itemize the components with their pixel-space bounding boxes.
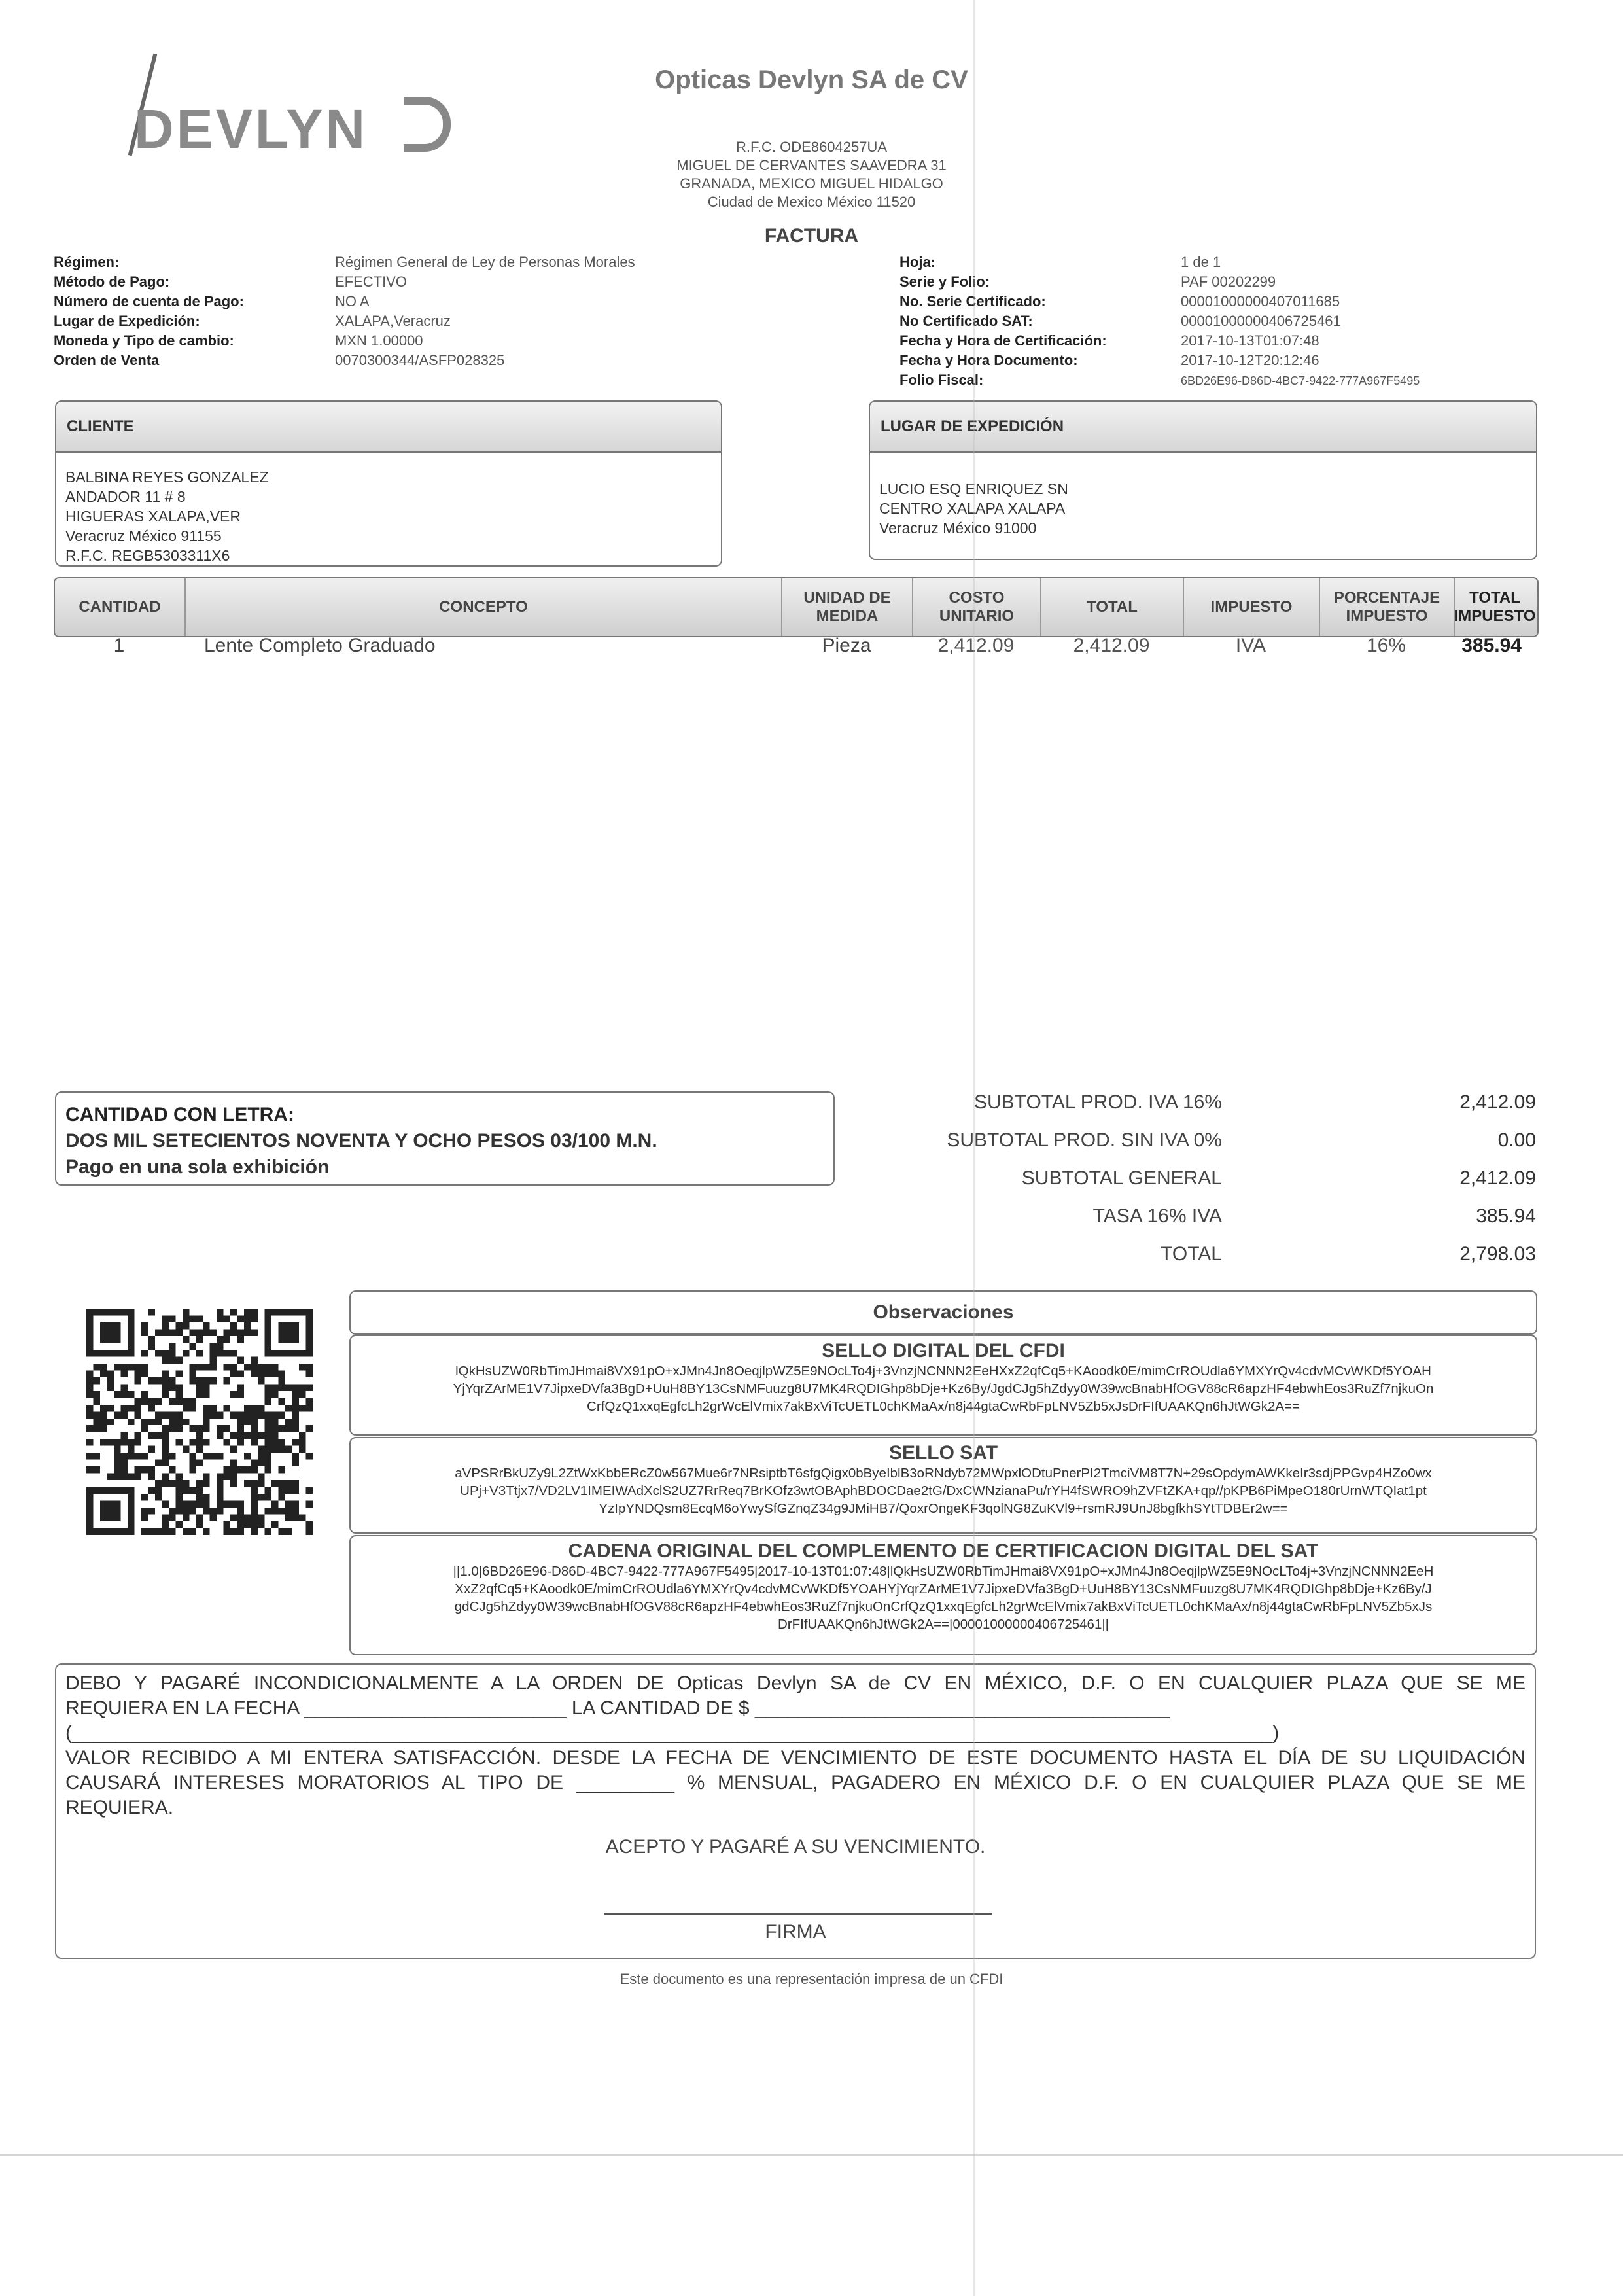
observaciones-title: Observaciones: [873, 1301, 1014, 1323]
sello-cfdi-title: SELLO DIGITAL DEL CFDI: [822, 1340, 1065, 1362]
info-value: 00001000000406725461: [1181, 313, 1341, 329]
lugar-expedicion-box: [869, 400, 1537, 560]
cell-porcentaje: 16%: [1366, 635, 1406, 656]
cadena-original-title: CADENA ORIGINAL DEL COMPLEMENTO DE CERTIFICACION DIGITAL DEL SAT: [568, 1540, 1319, 1562]
cell-impuesto: IVA: [1235, 635, 1266, 656]
info-value: PAF 00202299: [1181, 274, 1276, 290]
issuer-address-line: GRANADA, MEXICO MIGUEL HIDALGO: [680, 175, 943, 192]
info-label: Método de Pago:: [54, 274, 170, 290]
cell-total: 2,412.09: [1073, 635, 1150, 656]
pagare-box: [55, 1663, 1536, 1959]
sello-cfdi-line: CrfQzQ1xxqEgfcLh2grWcElVmix7akBxViTcUETL0chKMaAx/n8j44gtaCwRbFpLNV5Zb5xJsDrFIfUAAKQn6hJtWGk2A==: [587, 1399, 1300, 1414]
cfdi-footnote: Este documento es una representación impresa de un CFDI: [620, 1971, 1003, 1987]
info-label: Lugar de Expedición:: [54, 313, 200, 329]
issuer-rfc: R.F.C. ODE8604257UA: [735, 139, 888, 155]
pagare-text-line: REQUIERA EN LA FECHA ________________________ LA CANTIDAD DE $ ______________________________________: [65, 1697, 1170, 1719]
total-label: SUBTOTAL PROD. SIN IVA 0%: [947, 1129, 1222, 1151]
lugar-expedicion-line: CENTRO XALAPA XALAPA: [879, 500, 1066, 517]
payment-method-text: Pago en una sola exhibición: [65, 1156, 330, 1178]
info-label: Hoja:: [899, 254, 935, 270]
observaciones-box: [349, 1290, 1537, 1335]
scan-edge-line: [0, 2154, 1623, 2156]
lugar-expedicion-line: Veracruz México 91000: [879, 520, 1037, 537]
total-value: 2,412.09: [1459, 1091, 1536, 1113]
total-value: 2,798.03: [1459, 1243, 1536, 1265]
amount-in-words-box: [55, 1091, 835, 1186]
info-value: 2017-10-12T20:12:46: [1181, 352, 1319, 368]
items-table-header: [54, 577, 1539, 637]
info-value: 1 de 1: [1181, 254, 1221, 270]
cliente-line: Veracruz México 91155: [65, 527, 222, 544]
col-costo: COSTO UNITARIO: [913, 578, 1041, 636]
pagare-text-line: CAUSARÁ INTERESES MORATORIOS AL TIPO DE _________ % MENSUAL, PAGADERO EN MÉXICO D.F. O EN CUALQUIER PLAZA QUE SE ME: [65, 1772, 1526, 1793]
company-name: Opticas Devlyn SA de CV: [655, 65, 968, 94]
pagare-text-line: VALOR RECIBIDO A MI ENTERA SATISFACCIÓN. DESDE LA FECHA DE VENCIMIENTO DE ESTE DOCUMENTO HASTA EL DÍA DE SU LIQUIDACIÓN: [65, 1747, 1526, 1769]
info-value: XALAPA,Veracruz: [335, 313, 451, 329]
document-type: FACTURA: [764, 225, 859, 247]
sello-sat-box: [349, 1437, 1537, 1534]
cadena-original-line: ||1.0|6BD26E96-D86D-4BC7-9422-777A967F5495|2017-10-13T01:07:48|lQkHsUZW0RbTimJHmai8VX91pO+xJMn4Jn8OeqjlpWZ5E9NOcLTo4j+3VnzjNCNNN2EeH: [453, 1564, 1434, 1579]
amount-in-words-text: DOS MIL SETECIENTOS NOVENTA Y OCHO PESOS 03/100 M.N.: [65, 1130, 657, 1152]
sello-sat-line: aVPSRrBkUZy9L2ZtWxKbbERcZ0w567Mue6r7NRsiptbT6sfgQigx0bByeIblB3oRNdyb72MWpxlODtuPnerPI2TmciVM8T7N+29sOpdymAWKkeIr3sdjPPGvp4HZo0wx: [455, 1466, 1432, 1481]
acepto-text: ACEPTO Y PAGARÉ A SU VENCIMIENTO.: [605, 1836, 986, 1858]
cell-unidad: Pieza: [822, 635, 871, 656]
cadena-original-line: DrFIfUAAKQn6hJtWGk2A==|00001000000406725461||: [777, 1617, 1109, 1632]
cliente-line: HIGUERAS XALAPA,VER: [65, 508, 241, 525]
cliente-line: ANDADOR 11 # 8: [65, 488, 186, 505]
info-label: No Certificado SAT:: [899, 313, 1033, 329]
sello-cfdi-line: YjYqrZArME1V7JipxeDVfa3BgD+UuH8BY13CsNMFuuzg8U7MK4RQDIGhp8bDje+Kz6By/JgdCJg5hZdyy0W39wcBnabHfOGV88cR6apzHF4ebwhEos3RuZf7njkuOn: [453, 1381, 1434, 1396]
issuer-address-line: Ciudad de Mexico México 11520: [707, 194, 916, 210]
total-value: 385.94: [1476, 1205, 1536, 1227]
info-value: 2017-10-13T01:07:48: [1181, 332, 1319, 349]
info-value: NO A: [335, 293, 370, 309]
col-unidad: UNIDAD DE MEDIDA: [782, 578, 913, 636]
scan-fold-line: [973, 0, 975, 2296]
sello-sat-line: UPj+V3Ttjx7/VD2LV1IMEIWAdXclS2UZ7RrReq7BrKOfz3wtOBAphBDOCDae2tG/DxCWNzianaPu/rYH4fSWRO9hZVFtZKA+qp//pKPB6PiMpeO180rUrnWTQIat1pt: [460, 1483, 1427, 1498]
total-label: TASA 16% IVA: [1092, 1205, 1222, 1227]
total-label: TOTAL: [1161, 1243, 1222, 1265]
info-label: Número de cuenta de Pago:: [54, 293, 244, 309]
info-label: Folio Fiscal:: [899, 372, 984, 388]
info-value: EFECTIVO: [335, 274, 408, 290]
lugar-expedicion-title: LUGAR DE EXPEDICIÓN: [870, 402, 1536, 453]
sello-sat-title: SELLO SAT: [888, 1442, 998, 1464]
total-label: SUBTOTAL PROD. IVA 16%: [973, 1091, 1222, 1113]
cadena-original-line: gdCJg5hZdyy0W39wcBnabHfOGV88cR6apzHF4ebwhEos3RuZf7njkuOnCrfQzQ1xxqEgfcLh2grWcElVmix7akBxViTcUETL0chKMaAx/n8j44gtaCwRbFpLNV5Zb5xJs: [454, 1599, 1433, 1614]
cadena-original-box: [349, 1535, 1537, 1655]
total-label: SUBTOTAL GENERAL: [1021, 1167, 1222, 1189]
info-label: Fecha y Hora Documento:: [899, 352, 1078, 368]
cell-costo: 2,412.09: [937, 635, 1015, 656]
logo-text: DEVLYN: [134, 98, 368, 160]
info-label: Fecha y Hora de Certificación:: [899, 332, 1107, 349]
cell-concepto: Lente Completo Graduado: [204, 635, 436, 656]
info-value: Régimen General de Ley de Personas Morales: [335, 254, 635, 270]
col-total: TOTAL: [1041, 578, 1184, 636]
cliente-line: BALBINA REYES GONZALEZ: [65, 468, 269, 486]
col-cantidad: CANTIDAD: [55, 578, 186, 636]
info-label: No. Serie Certificado:: [899, 293, 1046, 309]
pagare-text-line: REQUIERA.: [65, 1797, 174, 1818]
cliente-title: CLIENTE: [56, 402, 721, 453]
sello-cfdi-line: lQkHsUZW0RbTimJHmai8VX91pO+xJMn4Jn8OeqjlpWZ5E9NOcLTo4j+3VnzjNCNNN2EeHXxZ2qfCq5+KAoodk0E/mimCrROUdla6YMXYrQv4cdvMCvWKDf5YOAH: [455, 1364, 1431, 1379]
qr-code-icon: [86, 1309, 313, 1535]
cell-total-impuesto: 385.94: [1461, 635, 1522, 656]
info-label: Moneda y Tipo de cambio:: [54, 332, 234, 349]
info-label: Orden de Venta: [54, 352, 160, 368]
info-value: 6BD26E96-D86D-4BC7-9422-777A967F5495: [1181, 374, 1420, 387]
info-value: MXN 1.00000: [335, 332, 423, 349]
pagare-text-line: DEBO Y PAGARÉ INCONDICIONALMENTE A LA ORDEN DE Opticas Devlyn SA de CV EN MÉXICO, D.F. O EN CUALQUIER PLAZA QUE SE ME: [65, 1672, 1526, 1694]
cell-cantidad: 1: [113, 635, 125, 656]
info-value: 0070300344/ASFP028325: [335, 352, 505, 368]
col-total-impuesto: TOTAL IMPUESTO: [1454, 589, 1536, 625]
cadena-original-line: XxZ2qfCq5+KAoodk0E/mimCrROUdla6YMXYrQv4cdvMCvWKDf5YOAHYjYqrZArME1V7JipxeDVfa3BgD+UuH8BY13CsNMFuuzg8U7MK4RQDIGhp8bDje+Kz6By/J: [455, 1581, 1432, 1597]
sello-sat-line: YzIpYNDQsm8EcqM6oYwySfGZnqZ34g9JMiHB7/QoxrOngeKF3qolNG8ZuKVl9+rsmRJ9UnJ8bgfkhSYtTDBEr2w==: [599, 1501, 1288, 1516]
issuer-address-line: MIGUEL DE CERVANTES SAAVEDRA 31: [676, 157, 947, 173]
amount-in-words-title: CANTIDAD CON LETRA:: [65, 1104, 294, 1125]
signature-line: [604, 1913, 992, 1915]
info-label: Régimen:: [54, 254, 120, 270]
cliente-line: R.F.C. REGB5303311X6: [65, 547, 230, 564]
pagare-text-line: (______________________________________________________________________________________________________________): [65, 1722, 1280, 1744]
sello-cfdi-box: [349, 1335, 1537, 1436]
lugar-expedicion-line: LUCIO ESQ ENRIQUEZ SN: [879, 480, 1068, 497]
total-value: 0.00: [1497, 1129, 1536, 1151]
firma-label: FIRMA: [765, 1921, 826, 1943]
cliente-box: [55, 400, 722, 567]
col-concepto: CONCEPTO: [186, 578, 782, 636]
col-impuesto: IMPUESTO: [1184, 578, 1320, 636]
info-label: Serie y Folio:: [899, 274, 990, 290]
total-value: 2,412.09: [1459, 1167, 1536, 1189]
info-value: 00001000000407011685: [1181, 293, 1340, 309]
col-porcentaje: PORCENTAJE IMPUESTO: [1320, 578, 1455, 636]
